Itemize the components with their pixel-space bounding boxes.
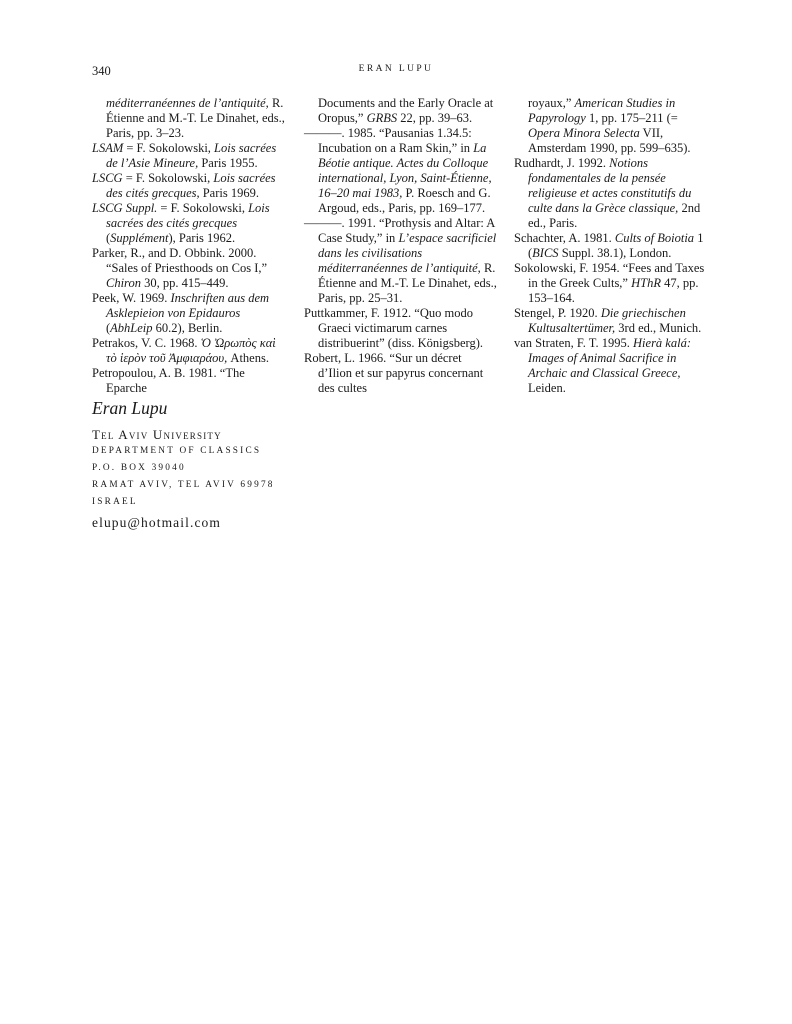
- bibliography-entry: [304, 216, 498, 306]
- italic-text: La Béotie antique. Actes du Colloque international, Lyon, Saint-Étienne, 16–20 mai 1983,: [318, 141, 492, 200]
- italic-text: Opera Minora Selecta: [528, 126, 640, 140]
- italic-text: AbhLeip: [110, 321, 153, 335]
- entry-text: R. Étienne and M.-T. Le Dinahet, eds., Paris, pp. 3–23.: [106, 96, 285, 140]
- entry-text: R. Étienne and M.-T. Le Dinahet, eds., Paris, pp. 25–31.: [318, 261, 497, 305]
- italic-text: LSCG: [92, 171, 123, 185]
- entry-text: (: [106, 321, 111, 335]
- entry-text: Leiden.: [528, 381, 566, 395]
- bibliography-entry: [92, 291, 288, 336]
- entry-text: ), Paris 1962.: [168, 231, 236, 245]
- entry-text: Athens.: [227, 351, 269, 365]
- italic-text: LSAM: [92, 141, 124, 155]
- italic-text: Lois sacrées de l’Asie Mineure,: [106, 141, 277, 170]
- author-email-link[interactable]: elupu@hotmail.com: [92, 515, 221, 530]
- bibliography-entry: [514, 156, 708, 231]
- entry-text: Paris 1969.: [199, 186, 259, 200]
- bibliography-entry: [92, 246, 288, 291]
- italic-text: Chiron: [106, 276, 141, 290]
- italic-text: L’espace sacrificiel dans les civilisations méditerranéennes de l’antiquité,: [318, 231, 497, 275]
- italic-text: Lois sacrées des cités grecques: [106, 201, 270, 230]
- bibliography-column-3: [514, 96, 708, 396]
- bibliography-entry-continued: [304, 96, 498, 126]
- bibliography-entry: [304, 126, 498, 216]
- entry-text: Puttkammer, F. 1912. “Quo modo Graeci victimarum carnes distribuerint” (diss. Königsberg).: [304, 306, 484, 350]
- bibliography-entry: [304, 306, 498, 351]
- entry-text: ———. 1991. “Prothysis and Altar: A Case Study,” in: [304, 216, 495, 245]
- entry-text: Rudhardt, J. 1992.: [514, 156, 610, 170]
- entry-text: royaux,”: [528, 96, 575, 110]
- entry-text: 47, pp. 153–164.: [528, 276, 699, 305]
- italic-text: Die griechischen Kultusaltertümer,: [528, 306, 686, 335]
- entry-text: Robert, L. 1966. “Sur un décret d’Ilion et sur papyrus concernant des cultes: [304, 351, 484, 395]
- address-line: DEPARTMENT OF CLASSICS: [92, 446, 262, 456]
- italic-text: BICS: [532, 246, 559, 260]
- entry-text: Petropoulou, A. B. 1981. “The Eparche: [92, 366, 245, 395]
- entry-text: Sokolowski, F. 1954. “Fees and Taxes in the Greek Cults,”: [514, 261, 705, 290]
- entry-text: Documents and the Early Oracle at Oropus,”: [318, 96, 494, 125]
- bibliography-entry: [514, 336, 708, 396]
- author-affiliation: [92, 426, 275, 511]
- entry-text: (: [106, 231, 111, 245]
- entry-text: 30, pp. 415–449.: [140, 276, 229, 290]
- entry-text: Stengel, P. 1920.: [514, 306, 601, 320]
- author-name: Eran Lupu: [92, 398, 168, 418]
- entry-text: 22, pp. 39–63.: [397, 111, 473, 125]
- entry-text: 2nd ed., Paris.: [528, 201, 701, 230]
- entry-text: Suppl. 38.1), London.: [558, 246, 672, 260]
- bibliography-entry: [92, 141, 288, 171]
- italic-text: Lois sacrées des cités grecques,: [106, 171, 276, 200]
- bibliography-column-2: [304, 96, 498, 396]
- entry-text: Petrakos, V. C. 1968.: [92, 336, 201, 350]
- italic-text: American Studies in Papyrology: [528, 96, 676, 125]
- institution: Tel Aviv University: [92, 427, 222, 442]
- bibliography-entry: [514, 306, 708, 336]
- entry-text: Schachter, A. 1981.: [514, 231, 615, 245]
- bibliography-column-1: [92, 96, 288, 396]
- entry-text: 60.2), Berlin.: [152, 321, 223, 335]
- italic-text: méditerranéennes de l’antiquité,: [106, 96, 269, 110]
- bibliography-entry: [92, 336, 288, 366]
- entry-text: Parker, R., and D. Obbink. 2000. “Sales of Priesthoods on Cos I,”: [92, 246, 268, 275]
- address-line: ISRAEL: [92, 497, 138, 507]
- entry-text: = F. Sokolowski,: [157, 201, 249, 215]
- bibliography-entry-continued: [92, 96, 288, 141]
- bibliography-entry: [92, 366, 288, 396]
- bibliography-entry: [92, 201, 288, 246]
- italic-text: HThR: [631, 276, 661, 290]
- italic-text: Hierà kalá: Images of Animal Sacrifice in Archaic and Classical Greece,: [528, 336, 691, 380]
- bibliography-entry-continued: [514, 96, 708, 156]
- running-head: ERAN LUPU: [358, 64, 434, 74]
- address-line: RAMAT AVIV, TEL AVIV 69978: [92, 480, 275, 490]
- entry-text: = F. Sokolowski,: [122, 171, 214, 185]
- entry-text: van Straten, F. T. 1995.: [514, 336, 634, 350]
- entry-text: P. Roesch and G. Argoud, eds., Paris, pp. 169–177.: [318, 186, 491, 215]
- bibliography-entry: [92, 171, 288, 201]
- bibliography-entry: [514, 231, 708, 261]
- italic-text: Notions fondamentales de la pensée religieuse et actes constitutifs du culte dans la Grèce classique,: [528, 156, 692, 215]
- entry-text: 1 (: [528, 231, 704, 260]
- entry-text: ———. 1985. “Pausanias 1.34.5: Incubation on a Ram Skin,” in: [304, 126, 474, 155]
- entry-text: Peek, W. 1969.: [92, 291, 171, 305]
- page-number: 340: [92, 64, 111, 78]
- italic-text: GRBS: [366, 111, 398, 125]
- italic-text: Ὁ Ὠρωπὸς καὶ τὸ ἱερὸν τοῦ Ἀμφιαράου,: [106, 336, 276, 365]
- bibliography-entry: [304, 351, 498, 396]
- italic-text: Inschriften aus dem Asklepieion von Epidauros: [106, 291, 270, 320]
- italic-text: LSCG Suppl.: [92, 201, 158, 215]
- entry-text: 1, pp. 175–211 (=: [585, 111, 678, 125]
- entry-text: Paris 1955.: [198, 156, 258, 170]
- italic-text: Cults of Boiotia: [614, 231, 695, 245]
- entry-text: VII, Amsterdam 1990, pp. 599–635).: [528, 126, 691, 155]
- address-line: P.O. BOX 39040: [92, 463, 186, 473]
- bibliography-entry: [514, 261, 708, 306]
- italic-text: Supplément: [110, 231, 169, 245]
- entry-text: = F. Sokolowski,: [123, 141, 215, 155]
- entry-text: 3rd ed., Munich.: [615, 321, 702, 335]
